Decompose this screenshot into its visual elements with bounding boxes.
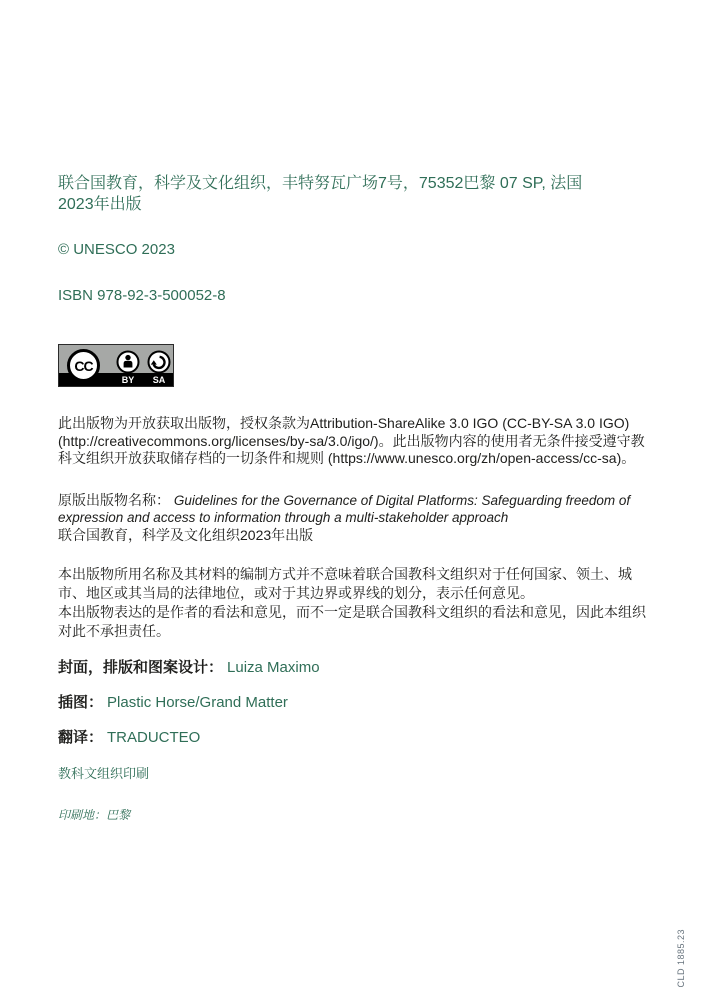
document-code: CLD 1885.23 bbox=[676, 929, 686, 988]
disclaimer-block bbox=[58, 565, 654, 641]
original-publisher-line: 联合国教育，科学及文化组织2023年出版 bbox=[58, 526, 314, 543]
credit-cover-design-label: 封面，排版和图案设计： bbox=[58, 658, 224, 676]
colophon-page bbox=[58, 173, 654, 823]
credit-illustrations bbox=[58, 693, 654, 712]
publisher-address-line1: 联合国教育，科学及文化组织，丰特努瓦广场7号，75352巴黎 07 SP, 法国 bbox=[58, 175, 583, 192]
by-label: BY bbox=[121, 375, 135, 385]
credit-illustrations-label: 插图： bbox=[58, 693, 104, 711]
disclaimer-author-views: 本出版物表达的是作者的看法和意见，而不一定是联合国教科文组织的看法和意见，因此本组织对此不承担责任。 bbox=[58, 603, 646, 639]
sa-label: SA bbox=[152, 375, 166, 385]
publication-year-line: 2023年出版 bbox=[58, 196, 142, 213]
original-title-label: 原版出版物名称： bbox=[58, 491, 170, 508]
open-access-license-paragraph: 此出版物为开放获取出版物，授权条款为Attribution-ShareAlike 3.0 IGO (CC-BY-SA 3.0 IGO) (http://creativecommons.org/licenses/by-sa/3.0/igo/)。此出版物内容的使用者无条件接受遵守教科文组织开放获取储存档的一切条件和规则 (https://www.unesco.org/zh/open-access/cc-sa)。 bbox=[58, 415, 645, 466]
credit-illustrations-value: Plastic Horse/Grand Matter bbox=[107, 693, 288, 711]
credit-cover-design bbox=[58, 658, 654, 677]
credit-translation-label: 翻译： bbox=[58, 728, 104, 746]
original-publication-block bbox=[58, 492, 654, 544]
copyright-notice: © UNESCO 2023 bbox=[58, 241, 175, 258]
credit-cover-design-value: Luiza Maximo bbox=[227, 658, 320, 676]
cc-by-sa-license-badge bbox=[58, 344, 174, 387]
original-title-english: Guidelines for the Governance of Digital Platforms: Safeguarding freedom of expression and access to information through a multi-stakeholder approach bbox=[58, 492, 631, 525]
printed-by-line: 教科文组织印刷 bbox=[58, 765, 150, 781]
credit-translation bbox=[58, 728, 654, 747]
isbn-number: ISBN 978-92-3-500052-8 bbox=[58, 287, 226, 304]
disclaimer-designations: 本出版物所用名称及其材料的编制方式并不意味着联合国教科文组织对于任何国家、领土、城市、地区或其当局的法律地位，或对于其边界或界线的划分，表示任何意见。 bbox=[58, 565, 632, 601]
publisher-address bbox=[58, 173, 654, 215]
credit-translation-value: TRADUCTEO bbox=[107, 728, 201, 746]
creative-commons-icon: CC bbox=[67, 349, 100, 382]
printed-in-line: 印刷地：巴黎 bbox=[58, 807, 131, 822]
